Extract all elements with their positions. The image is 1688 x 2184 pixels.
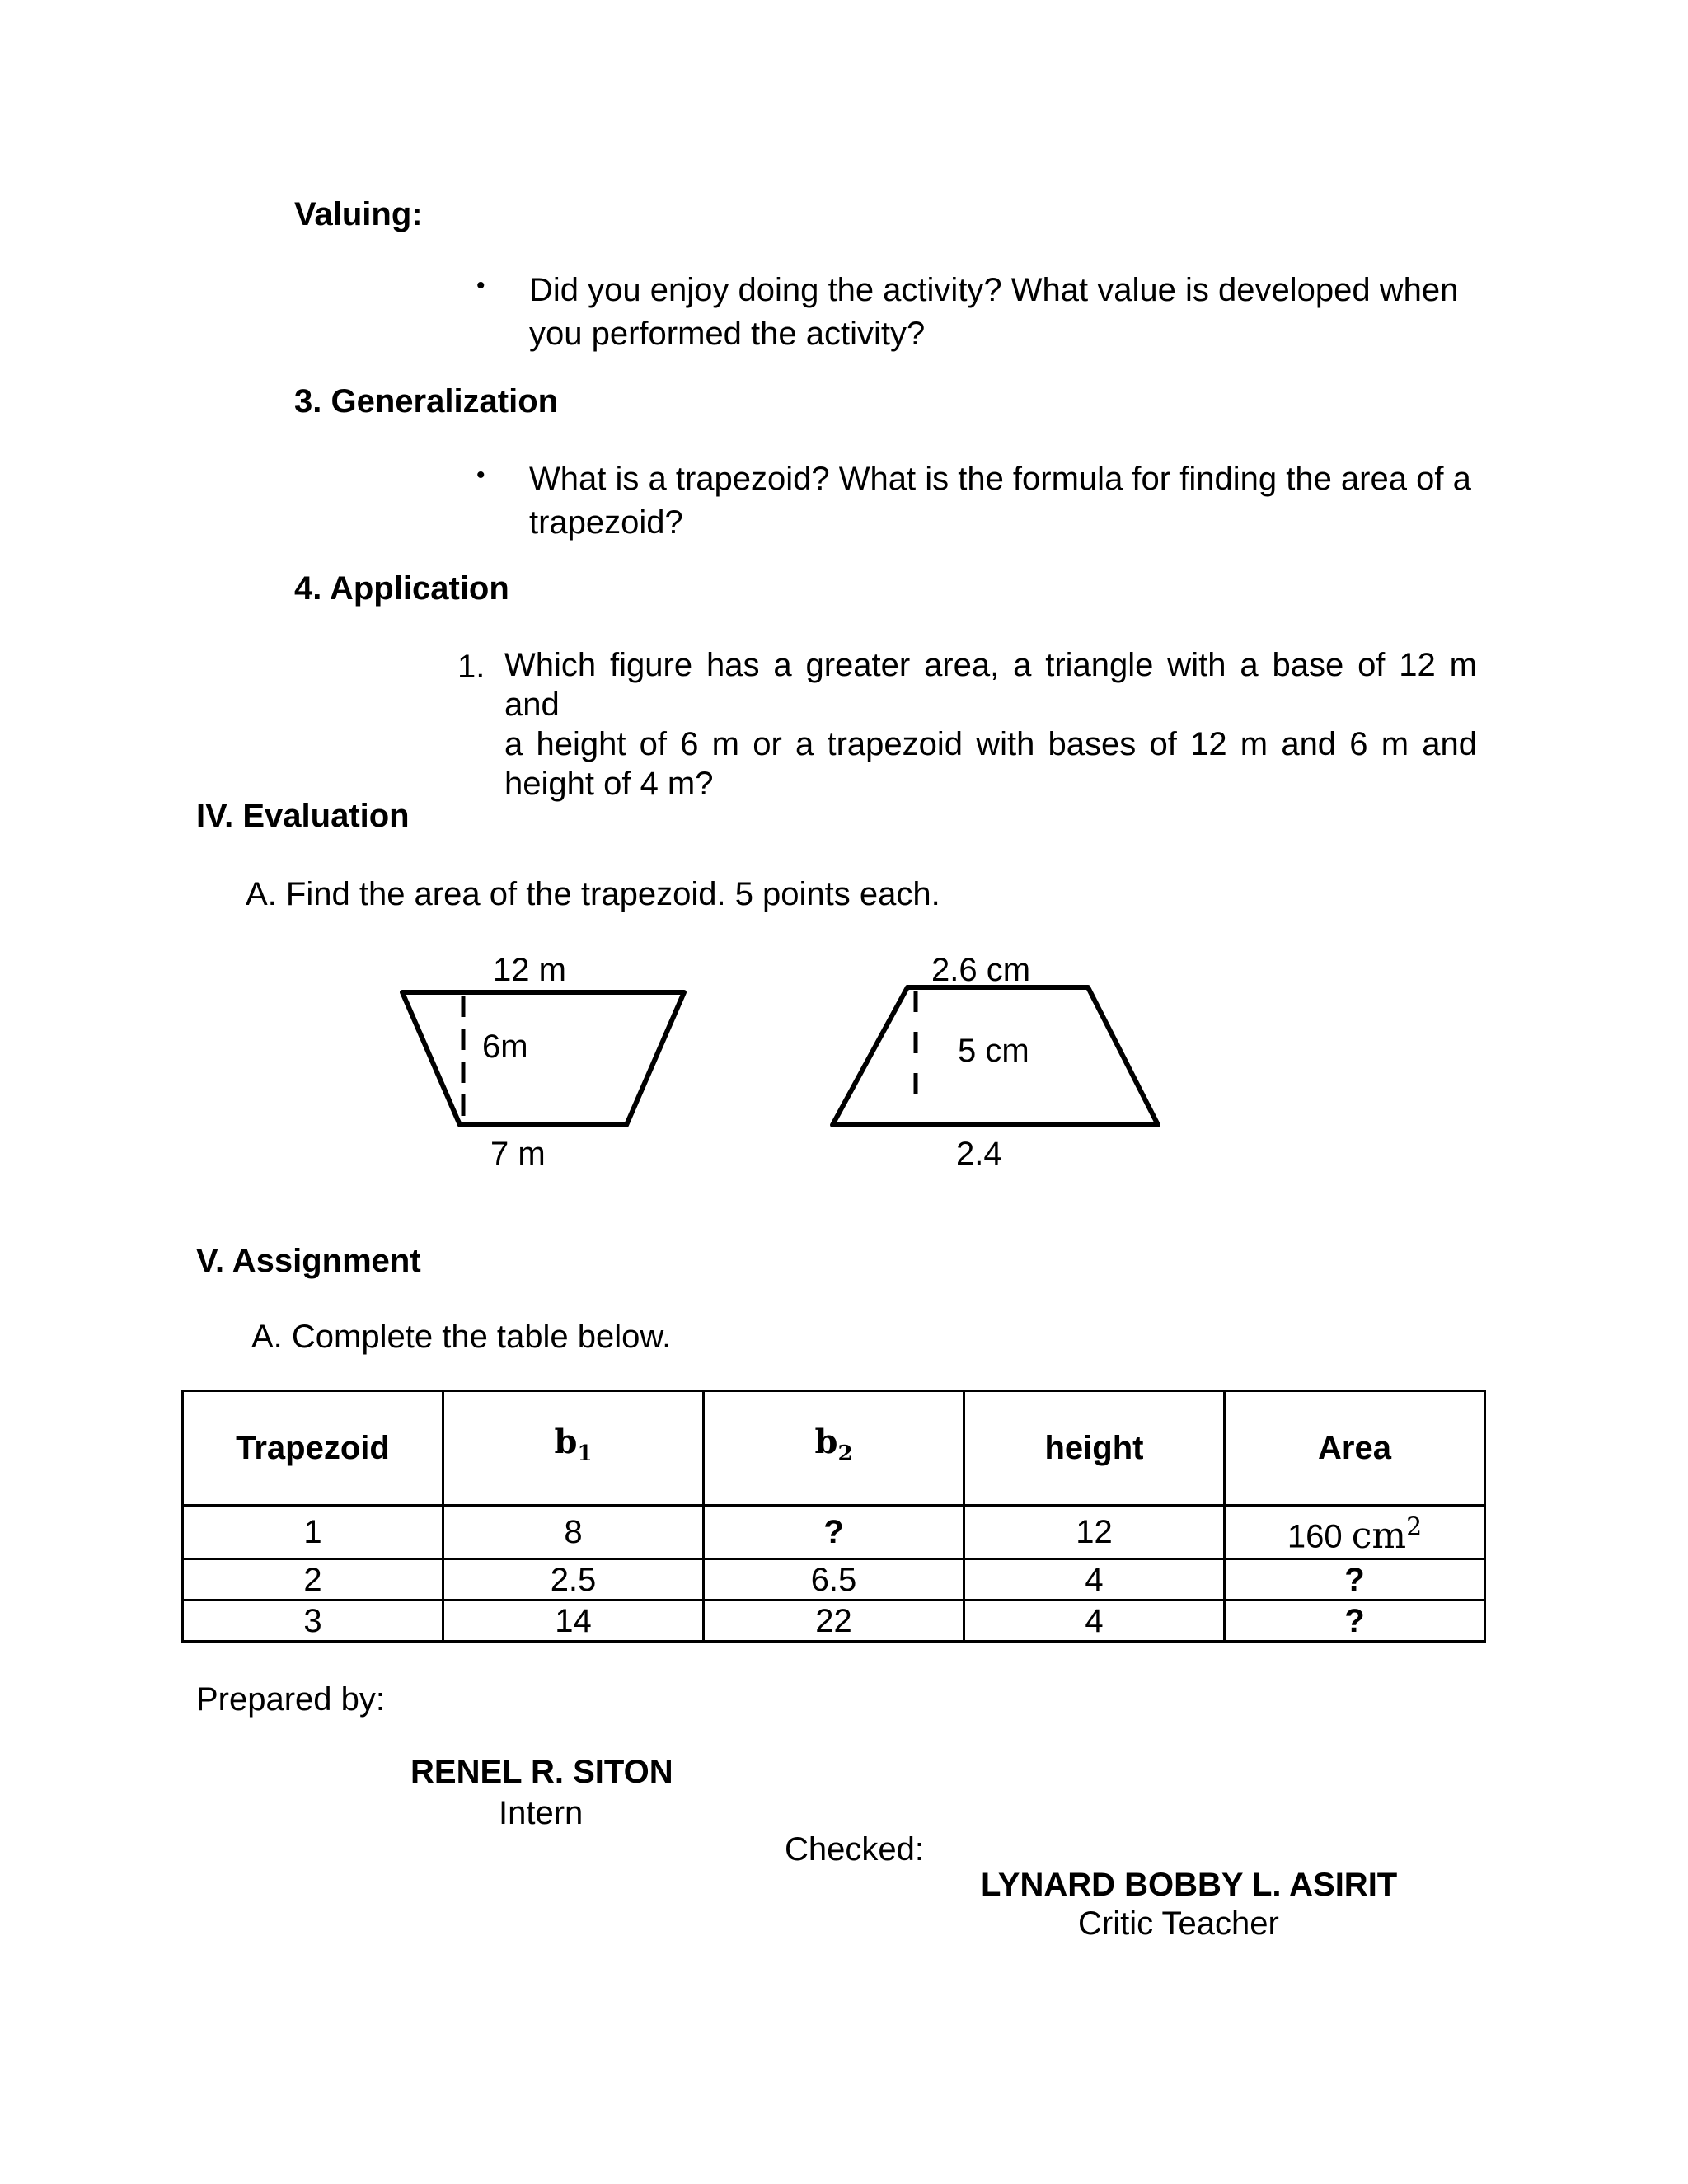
generalization-question-line1: What is a trapezoid? What is the formula for finding the area of a [529,461,1471,497]
preparer-role: Intern [499,1795,584,1831]
figure2-bottom-label: 2.4 [956,1136,1002,1172]
application-question-line3: height of 4 m? [504,766,714,802]
checker-role: Critic Teacher [1078,1905,1279,1942]
application-question [504,645,1477,804]
checker-name: LYNARD BOBBY L. ASIRIT [981,1867,1398,1903]
generalization-question [529,457,1471,545]
generalization-bullet: • [476,462,485,489]
header-b2: $b_2$ [704,1391,964,1506]
application-heading: 4. Application [294,570,509,607]
valuing-question-line2: you performed the activity? [529,316,926,352]
generalization-heading: 3. Generalization [294,383,559,419]
table-row [183,1506,1485,1559]
figure2-top-label: 2.6 cm [931,952,1031,988]
assignment-instruction: A. Complete the table below. [251,1319,672,1355]
valuing-heading: Valuing: [294,196,423,232]
cell-height: 12 [964,1506,1225,1559]
cell-b1: 8 [443,1506,704,1559]
cell-area: 160 $cm^2$ [1225,1506,1485,1559]
figure1-height-label: 6m [482,1029,528,1065]
figure1-bottom-label: 7 m [490,1136,546,1172]
valuing-question [529,269,1458,356]
assignment-table [181,1390,1486,1643]
valuing-bullet: • [476,272,485,299]
cell-b2: 6.5 [704,1559,964,1601]
cell-height: 4 [964,1601,1225,1642]
prepared-by-label: Prepared by: [196,1681,386,1718]
evaluation-instruction: A. Find the area of the trapezoid. 5 points each. [246,876,940,912]
table-row [183,1601,1485,1642]
checked-label: Checked: [785,1831,924,1868]
application-question-line2: a height of 6 m or a trapezoid with bases of 12 m and 6 m and [504,726,1477,762]
cell-area: ? [1225,1559,1485,1601]
application-item-number: 1. [457,649,485,685]
evaluation-heading: IV. Evaluation [196,798,410,834]
cell-b1: 14 [443,1601,704,1642]
cell-trapezoid: 1 [183,1506,443,1559]
cell-b2: ? [704,1506,964,1559]
table-row [183,1559,1485,1601]
cell-trapezoid: 3 [183,1601,443,1642]
table-header-row [183,1391,1485,1506]
preparer-name: RENEL R. SITON [410,1754,673,1790]
cell-b2: 22 [704,1601,964,1642]
figure1-top-label: 12 m [493,952,566,988]
valuing-question-line1: Did you enjoy doing the activity? What value is developed when [529,272,1459,308]
cell-height: 4 [964,1559,1225,1601]
figure2-height-label: 5 cm [958,1033,1029,1069]
header-b1: $b_1$ [443,1391,704,1506]
header-trapezoid: Trapezoid [183,1391,443,1506]
cell-b1: 2.5 [443,1559,704,1601]
figure1-trapezoid [396,989,692,1137]
cell-trapezoid: 2 [183,1559,443,1601]
assignment-heading: V. Assignment [196,1243,421,1279]
figure1-outline [402,992,684,1125]
header-height: height [964,1391,1225,1506]
generalization-question-line2: trapezoid? [529,504,683,541]
cell-area: ? [1225,1601,1485,1642]
header-area: Area [1225,1391,1485,1506]
application-question-line1: Which figure has a greater area, a triangle with a base of 12 m and [504,647,1477,723]
